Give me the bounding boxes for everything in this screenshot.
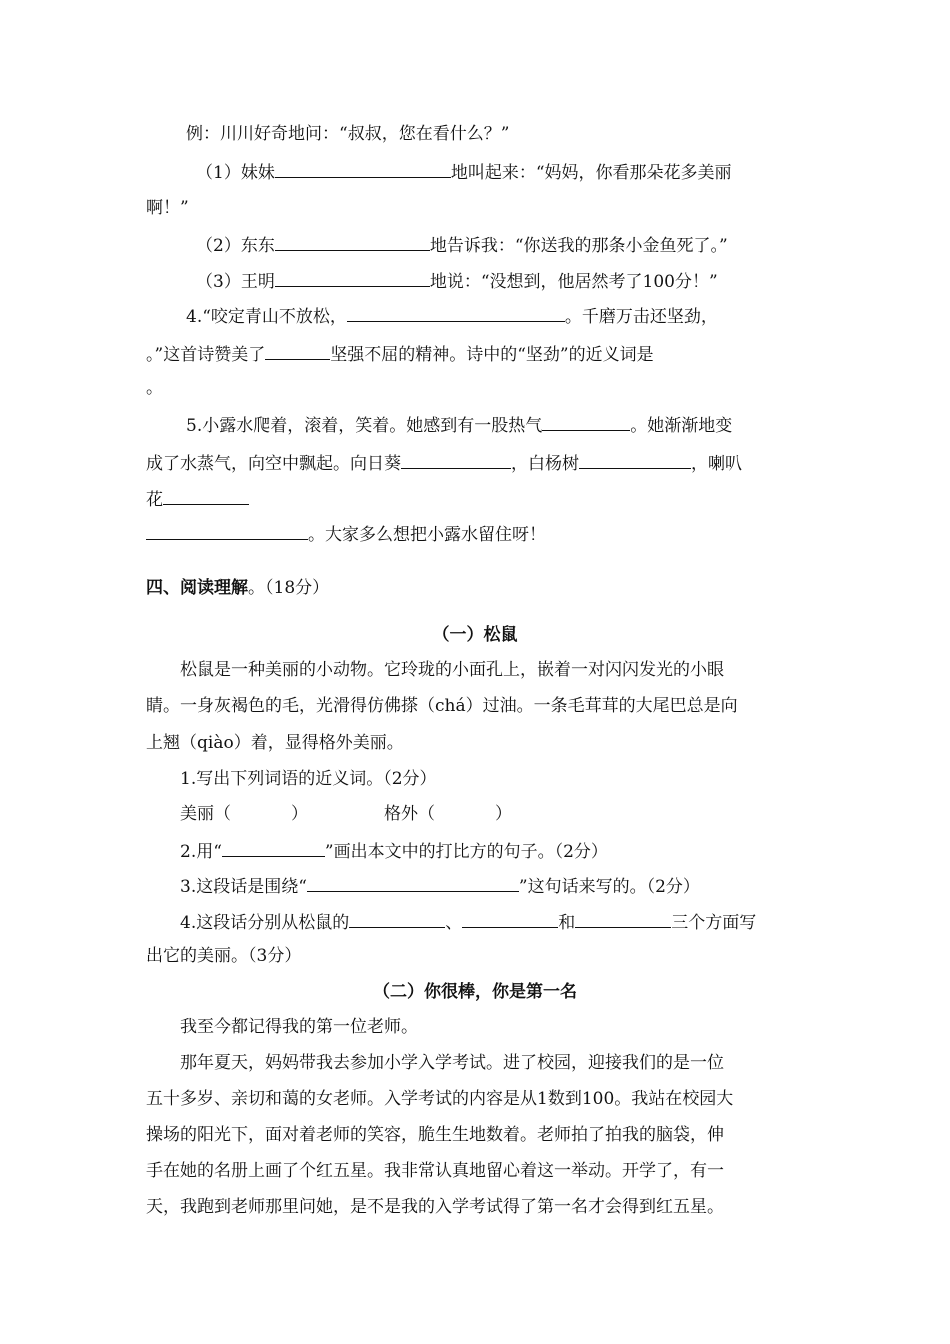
word-1-label: 美丽（: [180, 804, 231, 824]
q3-item-2: [196, 232, 728, 258]
q3-item-2-text: 地告诉我：“你送我的那条小金鱼死了。”: [429, 236, 728, 256]
example-text: 例：川川好奇地问：“叔叔，您在看什么？”: [186, 124, 510, 144]
q4-line-2: [146, 341, 654, 367]
p1-q4-text-a: 4.这段话分别从松鼠的: [180, 913, 350, 933]
q5-text-a: 5.小露水爬着，滚着，笑着。她感到有一股热气: [186, 416, 543, 436]
passage-2-line-2: 那年夏天，妈妈带我去参加小学入学考试。进了校园，迎接我们的是一位: [180, 1053, 724, 1073]
answer-blank[interactable]: [265, 341, 330, 360]
q5-line-3: [146, 486, 249, 512]
answer-blank[interactable]: [462, 909, 558, 928]
p1-question-1: 1.写出下列词语的近义词。（2分）: [180, 769, 437, 789]
passage-1-line-2: 睛。一身灰褐色的毛，光滑得仿佛搽（chá）过油。一条毛茸茸的大尾巴总是向: [146, 696, 738, 716]
q5-text-c: 成了水蒸气，向空中飘起。向日葵: [146, 454, 401, 474]
word-2-close: ）: [495, 804, 512, 824]
q3-item-1-cont: [146, 196, 189, 220]
p1-q3-text-a: 3.这段话是围绕“: [180, 877, 307, 897]
answer-blank[interactable]: [542, 412, 630, 431]
answer-blank[interactable]: [222, 838, 325, 857]
passage-2-title: （二）你很棒，你是第一名: [373, 982, 577, 1002]
p1-q3-text-b: ”这句话来写的。（2分）: [518, 877, 700, 897]
word-1-close: ）: [291, 804, 308, 824]
passage-1-title: （一）松鼠: [432, 625, 518, 645]
answer-blank[interactable]: [401, 450, 511, 469]
answer-blank[interactable]: [275, 268, 430, 287]
section-score: 。（18分）: [248, 578, 330, 598]
p1-question-1-words: [180, 802, 512, 826]
section-title: 四、阅读理解: [146, 578, 248, 598]
q3-item-3-text: 地说：“没想到，他居然考了100分！”: [429, 272, 718, 292]
answer-blank[interactable]: [575, 909, 671, 928]
q5-line-1: [186, 412, 732, 438]
passage-1-line-3: 上翘（qiào）着，显得格外美丽。: [146, 733, 404, 753]
q4-text-a: 4.“咬定青山不放松，: [186, 307, 347, 327]
answer-blank[interactable]: [275, 159, 451, 178]
p1-q4-text-b: 、: [445, 913, 463, 933]
q3-item-1-text: 地叫起来：“妈妈，你看那朵花多美丽: [450, 163, 732, 183]
q3-item-1-text-cont: 啊！”: [146, 198, 189, 218]
q5-line-2: [146, 450, 742, 476]
answer-blank[interactable]: [347, 303, 565, 322]
p1-question-4: [180, 909, 756, 935]
answer-blank[interactable]: [146, 521, 308, 540]
example-line: [186, 122, 509, 146]
q5-text-f: 花: [146, 490, 163, 510]
p1-question-3: [180, 873, 700, 899]
answer-blank[interactable]: [163, 486, 249, 505]
passage-2-line-4: 操场的阳光下，面对着老师的笑容，脆生生地数着。老师拍了拍我的脑袋，伸: [146, 1125, 724, 1145]
p1-q2-text-a: 2.用“: [180, 842, 222, 862]
answer-blank[interactable]: [349, 909, 445, 928]
answer-blank[interactable]: [307, 873, 519, 892]
q4-line-1: [186, 303, 718, 329]
passage-1-line-1: 松鼠是一种美丽的小动物。它玲珑的小面孔上，嵌着一对闪闪发光的小眼: [180, 660, 724, 680]
p1-question-2: [180, 838, 608, 864]
q4-text-d: 坚强不屈的精神。诗中的“坚劲”的近义词是: [330, 345, 654, 365]
passage-2-line-3: 五十多岁、亲切和蔼的女老师。入学考试的内容是从1数到100。我站在校园大: [146, 1089, 734, 1109]
p1-question-4-cont: 出它的美丽。（3分）: [146, 946, 302, 966]
q5-text-b: 。她渐渐地变: [630, 416, 733, 436]
q5-text-d: ，白杨树: [511, 454, 579, 474]
passage-2-line-1: 我至今都记得我的第一位老师。: [180, 1017, 418, 1037]
q4-text-c: 。”这首诗赞美了: [146, 345, 266, 365]
q3-item-2-label: （2）东东: [196, 236, 275, 256]
q4-text-b: 。千磨万击还坚劲，: [564, 307, 718, 327]
answer-blank[interactable]: [579, 450, 691, 469]
word-2-label: 格外（: [384, 804, 435, 824]
q4-line-3: [146, 376, 163, 400]
q3-item-3-label: （3）王明: [196, 272, 275, 292]
q3-item-3: [196, 268, 718, 294]
p1-q2-text-b: ”画出本文中的打比方的句子。（2分）: [324, 842, 608, 862]
q3-item-1-label: （1）妹妹: [196, 163, 275, 183]
p1-q4-text-c: 和: [558, 913, 576, 933]
passage-2-line-5: 手在她的名册上画了个红五星。我非常认真地留心着这一举动。开学了，有一: [146, 1161, 724, 1181]
passage-2-line-6: 天，我跑到老师那里问她，是不是我的入学考试得了第一名才会得到红五星。: [146, 1197, 724, 1217]
q5-text-g: 。大家多么想把小露水留住呀！: [308, 525, 546, 545]
section-heading: [146, 576, 329, 600]
q5-text-e: ，喇叭: [691, 454, 742, 474]
q3-item-1: [196, 159, 732, 185]
q4-text-e: 。: [146, 378, 163, 398]
answer-blank[interactable]: [275, 232, 430, 251]
p1-q4-text-d: 三个方面写: [671, 913, 757, 933]
q5-line-4: [146, 521, 546, 547]
